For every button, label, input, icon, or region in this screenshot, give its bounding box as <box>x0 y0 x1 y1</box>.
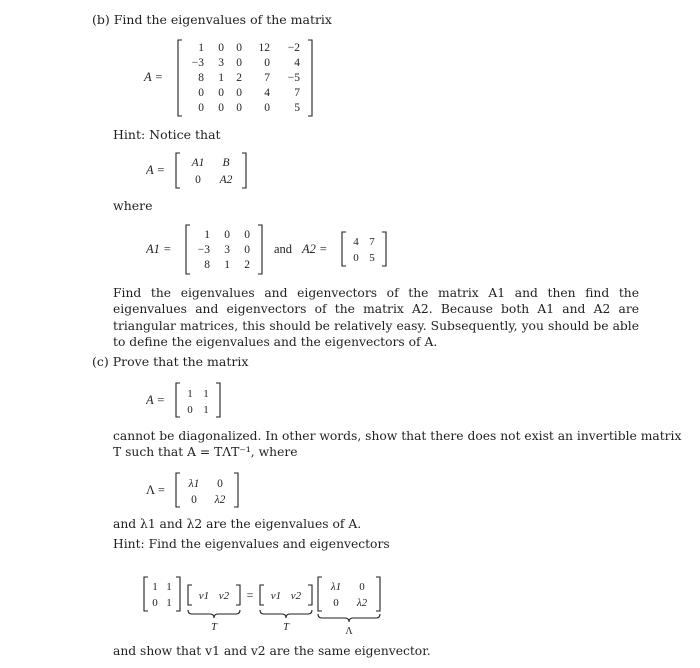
part-b-paragraph: Find the eigenvalues and eigenvectors of the matrix A1 and then find the eigenvalues and eigenvectors of the matrix A2. Because both A1 and A2 are triangular matrices, this should be relatively easy. Subsequently, you should be able to define the eigenvalues and the eigenvectors of A. <box>113 286 639 349</box>
svg-text:and: and <box>274 242 293 256</box>
svg-text:0: 0 <box>152 597 158 609</box>
matrix-c-equation <box>146 380 236 420</box>
part-c-line-2: T such that A = TΛT⁻¹, where <box>113 445 298 459</box>
svg-text:4: 4 <box>353 236 359 248</box>
svg-text:v1: v1 <box>198 590 210 602</box>
svg-text:0: 0 <box>244 244 250 256</box>
svg-text:A1: A1 <box>191 157 205 169</box>
svg-text:A =: A = <box>146 163 165 177</box>
svg-text:0: 0 <box>333 597 339 609</box>
svg-text:0: 0 <box>195 174 201 186</box>
svg-text:v2: v2 <box>218 590 230 602</box>
svg-text:A =: A = <box>146 393 165 407</box>
svg-text:−2: −2 <box>287 42 300 54</box>
svg-text:0: 0 <box>218 102 224 114</box>
svg-text:1: 1 <box>166 597 172 609</box>
part-b-hint: Hint: Notice that <box>113 127 221 142</box>
eigenvalue-line: and λ1 and λ2 are the eigenvalues of A. <box>113 517 362 531</box>
svg-text:0: 0 <box>353 252 359 264</box>
svg-text:8: 8 <box>204 259 210 271</box>
svg-text:1: 1 <box>203 404 209 416</box>
svg-text:1: 1 <box>166 581 172 593</box>
svg-text:=: = <box>246 588 254 602</box>
lambda-matrix-equation <box>146 470 256 510</box>
matrix-a-equation <box>140 36 320 120</box>
svg-text:1: 1 <box>224 259 230 271</box>
svg-text:5: 5 <box>369 252 375 264</box>
svg-text:2: 2 <box>236 72 242 84</box>
svg-text:0: 0 <box>236 102 242 114</box>
svg-text:1: 1 <box>218 72 224 84</box>
part-c-heading: (c) Prove that the matrix <box>92 354 249 369</box>
svg-text:0: 0 <box>264 102 270 114</box>
matrix-a-label: A = <box>144 70 163 84</box>
svg-text:0: 0 <box>218 42 224 54</box>
block-matrix-equation <box>146 150 256 192</box>
svg-text:0: 0 <box>236 57 242 69</box>
svg-text:v2: v2 <box>290 590 302 602</box>
svg-text:A2 =: A2 = <box>302 242 328 256</box>
part-c-line-1: cannot be diagonalized. In other words, show that there does not exist an invertible matrix <box>113 429 682 443</box>
final-line: and show that v1 and v2 are the same eigenvector. <box>113 644 431 658</box>
svg-text:1: 1 <box>152 581 158 593</box>
svg-text:1: 1 <box>198 42 204 54</box>
underbrace-T-right <box>260 610 312 618</box>
svg-text:0: 0 <box>198 87 204 99</box>
svg-text:12: 12 <box>258 42 270 54</box>
where-text: where <box>113 198 153 213</box>
svg-text:0: 0 <box>236 87 242 99</box>
svg-text:λ1: λ1 <box>330 581 342 593</box>
left-bracket <box>178 40 182 116</box>
svg-text:7: 7 <box>369 236 375 248</box>
svg-text:−3: −3 <box>197 244 210 256</box>
a1-a2-equation <box>146 222 406 278</box>
svg-text:−5: −5 <box>287 72 300 84</box>
underbrace-lambda <box>318 614 380 622</box>
svg-text:5: 5 <box>294 102 300 114</box>
part-c-hint: Hint: Find the eigenvalues and eigenvectors <box>113 537 390 551</box>
svg-text:λ2: λ2 <box>214 494 226 506</box>
svg-text:A1 =: A1 = <box>146 242 172 256</box>
svg-text:3: 3 <box>224 244 230 256</box>
svg-text:v1: v1 <box>270 590 282 602</box>
svg-text:0: 0 <box>187 404 193 416</box>
svg-text:λ1: λ1 <box>188 478 200 490</box>
svg-text:0: 0 <box>218 87 224 99</box>
svg-text:T: T <box>283 622 289 633</box>
svg-text:0: 0 <box>244 229 250 241</box>
svg-text:8: 8 <box>198 72 204 84</box>
svg-text:3: 3 <box>218 57 224 69</box>
part-b-heading: (b) Find the eigenvalues of the matrix <box>92 12 332 27</box>
svg-text:0: 0 <box>236 42 242 54</box>
svg-text:4: 4 <box>264 87 270 99</box>
svg-text:0: 0 <box>198 102 204 114</box>
svg-text:0: 0 <box>224 229 230 241</box>
svg-text:1: 1 <box>203 388 209 400</box>
eigen-equation <box>140 574 420 636</box>
svg-text:Λ: Λ <box>345 626 353 636</box>
svg-text:2: 2 <box>244 259 250 271</box>
svg-text:B: B <box>222 157 230 169</box>
svg-text:−3: −3 <box>191 57 204 69</box>
svg-text:T: T <box>211 622 217 633</box>
svg-text:0: 0 <box>359 581 365 593</box>
svg-text:λ2: λ2 <box>356 597 368 609</box>
svg-text:4: 4 <box>294 57 300 69</box>
right-bracket <box>308 40 312 116</box>
underbrace-T-left <box>188 610 240 618</box>
svg-text:A2: A2 <box>219 174 233 186</box>
svg-text:0: 0 <box>217 478 223 490</box>
svg-text:Λ =: Λ = <box>146 483 165 497</box>
svg-text:0: 0 <box>264 57 270 69</box>
svg-text:1: 1 <box>204 229 210 241</box>
svg-text:7: 7 <box>264 72 270 84</box>
svg-text:1: 1 <box>187 388 193 400</box>
svg-text:0: 0 <box>191 494 197 506</box>
svg-text:7: 7 <box>294 87 300 99</box>
